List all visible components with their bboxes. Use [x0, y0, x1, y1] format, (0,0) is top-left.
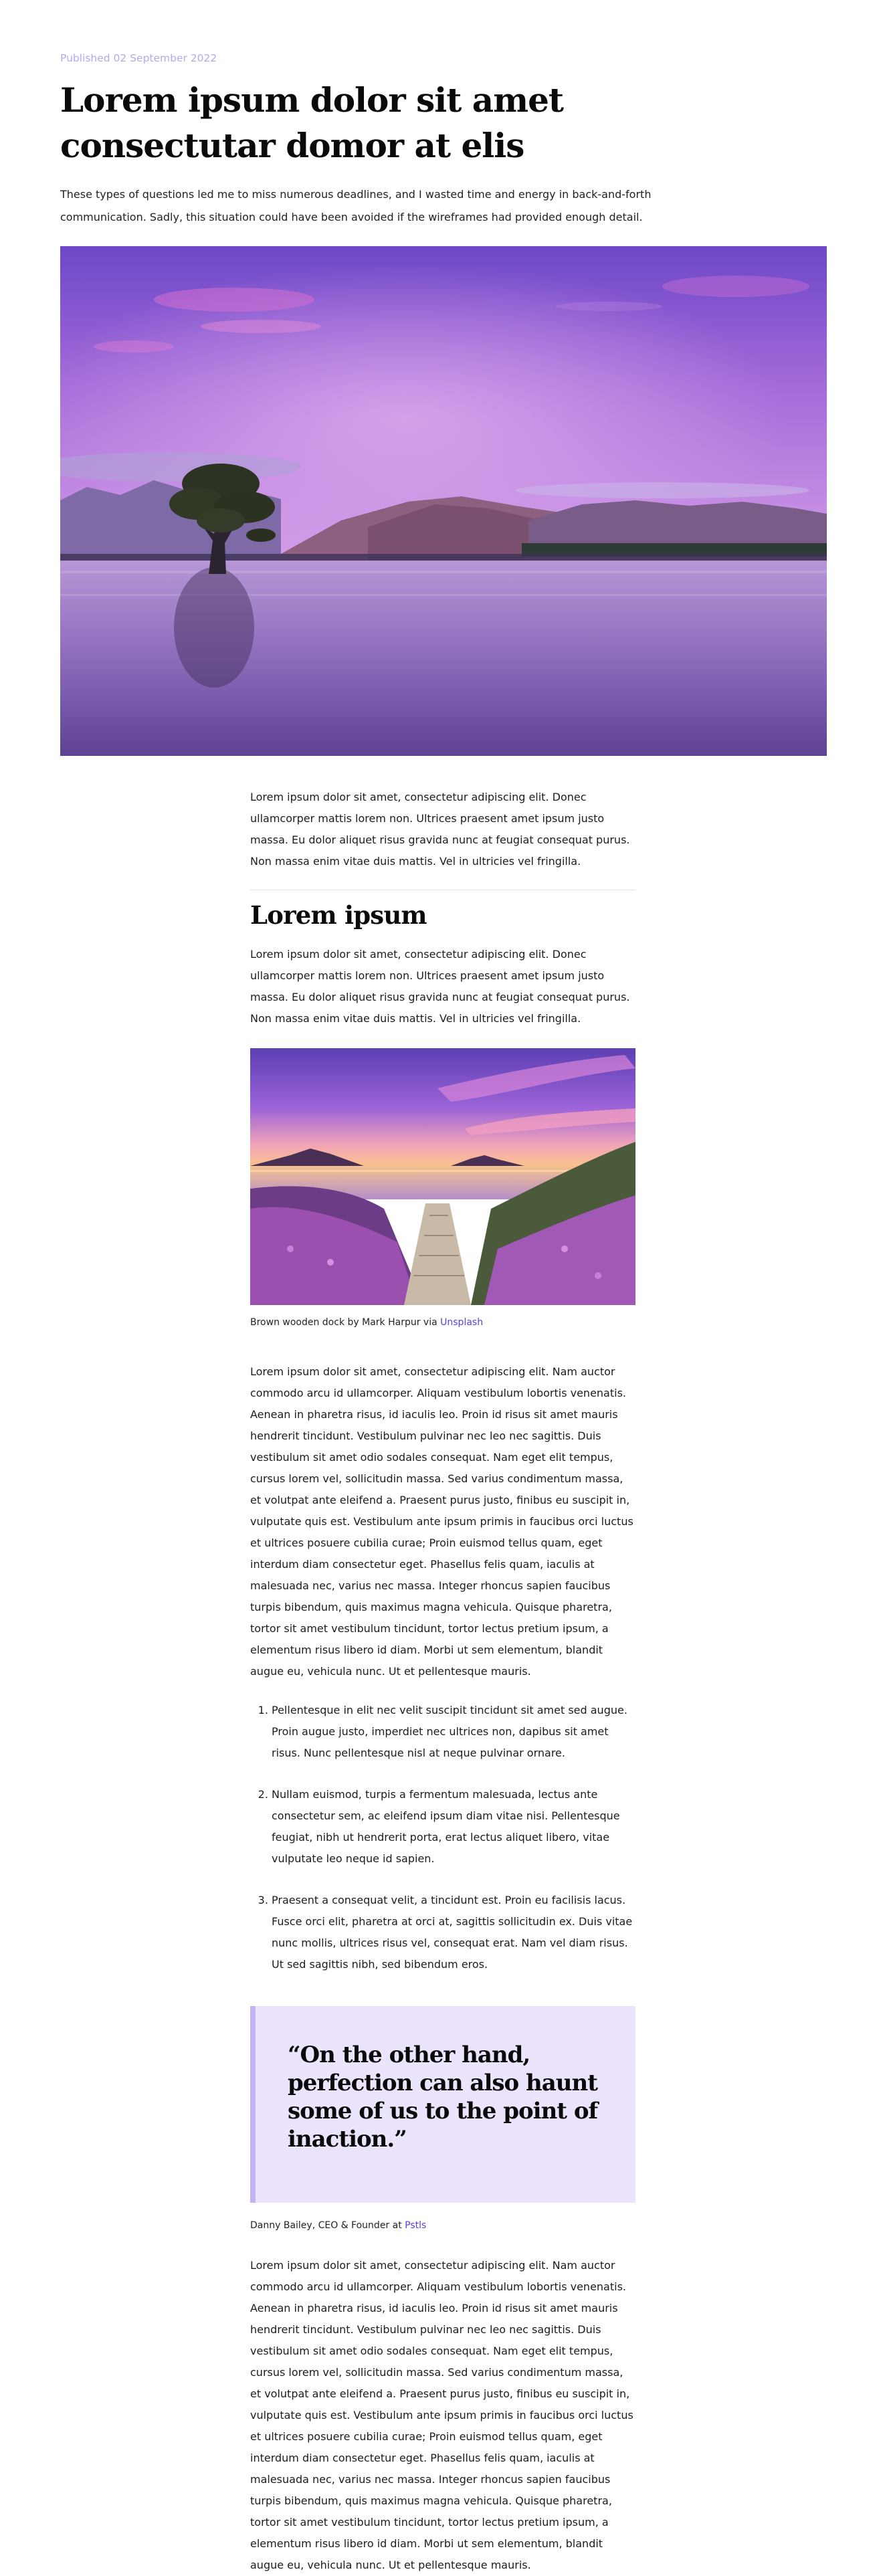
section-paragraph: Lorem ipsum dolor sit amet, consectetur adipiscing elit. Donec ullamcorper mattis lorem non. Ultrices praesent amet ipsum justo massa. Eu dolor aliquet risus gravida nunc at feugiat consequat purus. Non massa enim vitae duis mattis. Vel in ultricies vel fringilla. — [250, 948, 630, 1025]
numbered-list — [250, 1700, 635, 1975]
pull-quote — [250, 2006, 635, 2203]
list-item: 3. Praesent a consequat velit, a tincidunt est. Proin eu facilisis lacus. Fusce orci elit, pharetra at orci at, sagittis sollicitudin ex. Duis vitae nunc mollis, ultrices risus vel, consequat erat. Nam vel diam risus. Ut sed sagittis nibh, sed bibendum eros. — [272, 1890, 635, 1975]
intro-paragraph: Lorem ipsum dolor sit amet, consectetur adipiscing elit. Donec ullamcorper mattis lorem non. Ultrices praesent amet ipsum justo massa. Eu dolor aliquet risus gravida nunc at feugiat consequat purus. Non massa enim vitae duis mattis. Vel in ultricies vel fringilla. — [250, 791, 630, 868]
quote-credit-text: Danny Bailey, CEO & Founder at — [250, 2220, 405, 2231]
page-title: Lorem ipsum dolor sit amet consectutar domor at elis — [60, 80, 564, 165]
pstls-link[interactable]: Pstls — [405, 2220, 427, 2231]
quote-text: “On the other hand, perfection can also haunt some of us to the point of inaction.” — [288, 2042, 598, 2153]
section-title: Lorem ipsum — [250, 900, 427, 930]
long-paragraph: Lorem ipsum dolor sit amet, consectetur adipiscing elit. Nam auctor commodo arcu id ullamcorper. Aliquam vestibulum lobortis venenatis. Aenean in pharetra risus, id iaculis leo. Proin id risus sit amet mauris hendrerit tincidunt. Vestibulum pulvinar nec leo nec sagittis. Duis vestibulum sit amet odio sodales consequat. Nam eget elit tempus, cursus lorem vel, sollicitudin massa. Sed varius condimentum massa, et volutpat ante eleifend a. Praesent purus justo, finibus eu suscipit in, vulputate quis est. Vestibulum ante ipsum primis in faucibus orci luctus et ultrices posuere cubilia curae; Proin euismod tellus quam, eget interdum diam consectetur eget. Phasellus felis quam, iaculis at malesuada nec, varius nec massa. Integer rhoncus sapien faucibus turpis bibendum, quis maximus magna vehicula. Quisque pharetra, tortor sit amet vestibulum tincidunt, tortor lectus pretium ipsum, a elementum risus libero id diam. Morbi ut sem elementum, blandit augue eu, vehicula nunc. Ut et pellentesque mauris. — [250, 1365, 633, 1678]
hero-image — [60, 246, 827, 756]
quote-credit — [250, 2219, 635, 2232]
published-date: Published 02 September 2022 — [60, 52, 217, 64]
caption-text: Brown wooden dock by Mark Harpur via — [250, 1317, 441, 1328]
article-body — [250, 787, 635, 2576]
list-item: 1. Pellentesque in elit nec velit suscipit tincidunt sit amet sed augue. Proin augue justo, imperdiet nec ultrices non, dapibus sit amet risus. Nunc pellentesque nisl at neque pulvinar ornare. — [272, 1700, 635, 1764]
unsplash-link[interactable]: Unsplash — [440, 1317, 484, 1328]
closing-paragraph: Lorem ipsum dolor sit amet, consectetur adipiscing elit. Nam auctor commodo arcu id ullamcorper. Aliquam vestibulum lobortis venenatis. Aenean in pharetra risus, id iaculis leo. Proin id risus sit amet mauris hendrerit tincidunt. Vestibulum pulvinar nec leo nec sagittis. Duis vestibulum sit amet odio sodales consequat. Nam eget elit tempus, cursus lorem vel, sollicitudin massa. Sed varius condimentum massa, et volutpat ante eleifend a. Praesent purus justo, finibus eu suscipit in, vulputate quis est. Vestibulum ante ipsum primis in faucibus orci luctus et ultrices posuere cubilia curae; Proin euismod tellus quam, eget interdum diam consectetur eget. Phasellus felis quam, iaculis at malesuada nec, varius nec massa. Integer rhoncus sapien faucibus turpis bibendum, quis maximus magna vehicula. Quisque pharetra, tortor sit amet vestibulum tincidunt, tortor lectus pretium ipsum, a elementum risus libero id diam. Morbi ut sem elementum, blandit augue eu, vehicula nunc. Ut et pellentesque mauris. — [250, 2259, 633, 2571]
dock-photo — [250, 1048, 635, 1305]
article-header — [60, 52, 716, 229]
lead-paragraph: These types of questions led me to miss numerous deadlines, and I wasted time and energy in back-and-forth communication. Sadly, this situation could have been avoided if the wireframes had provided enough detail. — [60, 188, 652, 223]
photo-caption — [250, 1316, 635, 1329]
list-item: 2. Nullam euismod, turpis a fermentum malesuada, lectus ante consectetur sem, ac eleifend ipsum diam vitae nisi. Pellentesque feugiat, nibh ut hendrerit porta, erat lectus aliquet libero, vitae vulputate leo neque id sapien. — [272, 1784, 635, 1870]
